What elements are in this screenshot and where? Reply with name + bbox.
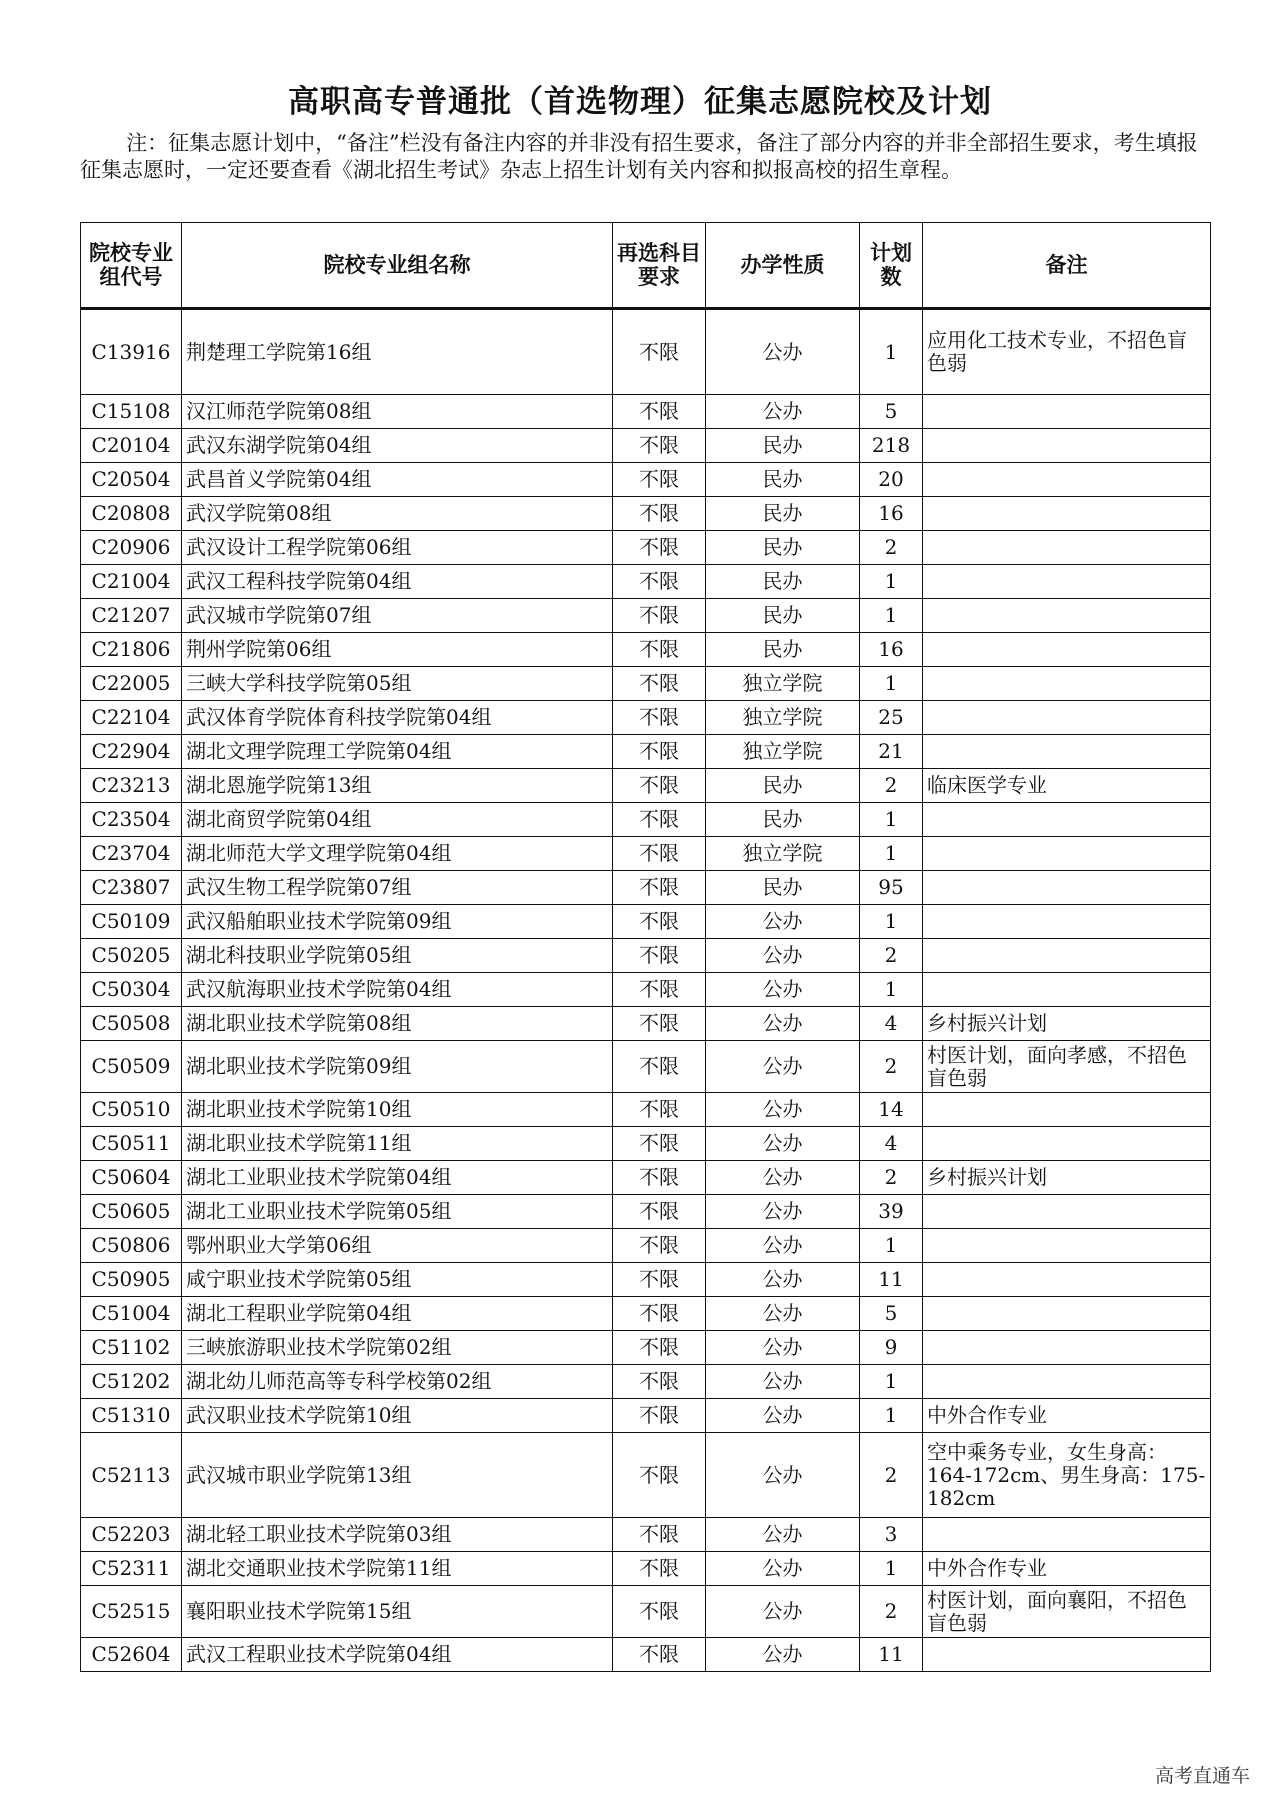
table-row [81,939,1211,973]
cell-code: C50509 [81,1041,182,1093]
cell-remark [923,1195,1211,1229]
cell-code: C50510 [81,1093,182,1127]
table-row [81,973,1211,1007]
cell-plan: 9 [860,1331,923,1365]
cell-nature: 公办 [706,1161,860,1195]
cell-plan: 4 [860,1007,923,1041]
cell-name: 湖北师范大学文理学院第04组 [182,837,613,871]
cell-nature: 民办 [706,429,860,463]
cell-code: C50304 [81,973,182,1007]
note-paragraph: 注：征集志愿计划中，“备注”栏没有备注内容的并非没有招生要求，备注了部分内容的并非全部招生要求，考生填报征集志愿时，一定还要查看《湖北招生考试》杂志上招生计划有关内容和拟报高校的招生章程。 [80,131,1198,182]
cell-name: 武汉体育学院体育科技学院第04组 [182,701,613,735]
cell-plan: 2 [860,1586,923,1638]
cell-name: 武汉船舶职业技术学院第09组 [182,905,613,939]
cell-nature: 公办 [706,1399,860,1433]
header-remark: 备注 [923,223,1211,309]
cell-code: C51202 [81,1365,182,1399]
cell-remark [923,973,1211,1007]
cell-code: C51310 [81,1399,182,1433]
cell-remark [923,463,1211,497]
cell-remark [923,837,1211,871]
cell-requirement: 不限 [613,1638,706,1672]
cell-remark [923,803,1211,837]
table-row [81,667,1211,701]
cell-code: C21207 [81,599,182,633]
cell-remark [923,939,1211,973]
cell-requirement: 不限 [613,1127,706,1161]
cell-plan: 1 [860,1229,923,1263]
cell-requirement: 不限 [613,1229,706,1263]
table-row [81,1041,1211,1093]
cell-code: C22005 [81,667,182,701]
cell-code: C23807 [81,871,182,905]
table-row [81,905,1211,939]
cell-plan: 218 [860,429,923,463]
cell-requirement: 不限 [613,309,706,395]
cell-requirement: 不限 [613,1518,706,1552]
footer-watermark: 高考直通车 [1154,1765,1250,1787]
table-row [81,1195,1211,1229]
cell-requirement: 不限 [613,905,706,939]
cell-nature: 公办 [706,1297,860,1331]
cell-name: 武汉城市学院第07组 [182,599,613,633]
table-row [81,1297,1211,1331]
table-row [81,1433,1211,1518]
cell-requirement: 不限 [613,395,706,429]
cell-requirement: 不限 [613,1007,706,1041]
cell-requirement: 不限 [613,1399,706,1433]
cell-nature: 民办 [706,803,860,837]
cell-nature: 公办 [706,1041,860,1093]
table-row [81,871,1211,905]
cell-code: C20808 [81,497,182,531]
table-row [81,1331,1211,1365]
cell-plan: 95 [860,871,923,905]
cell-code: C22904 [81,735,182,769]
cell-requirement: 不限 [613,701,706,735]
table-row [81,1518,1211,1552]
cell-plan: 11 [860,1263,923,1297]
table-row [81,429,1211,463]
cell-plan: 39 [860,1195,923,1229]
cell-nature: 公办 [706,905,860,939]
cell-plan: 1 [860,837,923,871]
cell-requirement: 不限 [613,1195,706,1229]
table-row [81,1586,1211,1638]
cell-requirement: 不限 [613,1297,706,1331]
cell-remark [923,667,1211,701]
cell-remark [923,1331,1211,1365]
header-plan: 计划数 [860,223,923,309]
plan-table [80,222,1211,1672]
cell-code: C23504 [81,803,182,837]
cell-remark: 应用化工技术专业，不招色盲色弱 [923,309,1211,395]
cell-plan: 2 [860,1041,923,1093]
cell-requirement: 不限 [613,803,706,837]
cell-remark: 中外合作专业 [923,1399,1211,1433]
cell-plan: 1 [860,599,923,633]
cell-plan: 20 [860,463,923,497]
table-row [81,735,1211,769]
cell-plan: 4 [860,1127,923,1161]
cell-plan: 14 [860,1093,923,1127]
table-row [81,1552,1211,1586]
cell-code: C52604 [81,1638,182,1672]
table-body [81,309,1211,1672]
cell-remark [923,633,1211,667]
cell-remark [923,497,1211,531]
cell-plan: 1 [860,667,923,701]
cell-requirement: 不限 [613,1041,706,1093]
cell-code: C50205 [81,939,182,973]
cell-nature: 公办 [706,1195,860,1229]
cell-nature: 独立学院 [706,735,860,769]
cell-remark: 空中乘务专业，女生身高：164-172cm、男生身高：175-182cm [923,1433,1211,1518]
cell-remark [923,871,1211,905]
cell-nature: 公办 [706,309,860,395]
cell-name: 湖北恩施学院第13组 [182,769,613,803]
table-row [81,531,1211,565]
cell-remark [923,1263,1211,1297]
cell-nature: 公办 [706,1365,860,1399]
cell-nature: 公办 [706,1552,860,1586]
cell-requirement: 不限 [613,1331,706,1365]
cell-requirement: 不限 [613,1433,706,1518]
table-row [81,1161,1211,1195]
cell-remark [923,429,1211,463]
cell-name: 咸宁职业技术学院第05组 [182,1263,613,1297]
cell-remark [923,1127,1211,1161]
cell-remark: 临床医学专业 [923,769,1211,803]
cell-code: C50806 [81,1229,182,1263]
cell-remark [923,565,1211,599]
cell-plan: 16 [860,497,923,531]
cell-plan: 1 [860,1399,923,1433]
cell-requirement: 不限 [613,837,706,871]
cell-name: 湖北职业技术学院第08组 [182,1007,613,1041]
table-row [81,1638,1211,1672]
table-row [81,463,1211,497]
cell-name: 湖北幼儿师范高等专科学校第02组 [182,1365,613,1399]
cell-nature: 独立学院 [706,701,860,735]
cell-code: C21004 [81,565,182,599]
table-row [81,309,1211,395]
cell-plan: 3 [860,1518,923,1552]
cell-nature: 民办 [706,633,860,667]
cell-requirement: 不限 [613,1552,706,1586]
table-row [81,1127,1211,1161]
cell-code: C50604 [81,1161,182,1195]
cell-nature: 民办 [706,565,860,599]
cell-plan: 2 [860,769,923,803]
cell-requirement: 不限 [613,1093,706,1127]
table-row [81,395,1211,429]
cell-name: 湖北轻工职业技术学院第03组 [182,1518,613,1552]
table-row [81,769,1211,803]
cell-name: 湖北工业职业技术学院第05组 [182,1195,613,1229]
cell-code: C23704 [81,837,182,871]
cell-remark [923,599,1211,633]
cell-nature: 民办 [706,871,860,905]
cell-code: C20906 [81,531,182,565]
cell-plan: 1 [860,309,923,395]
cell-code: C51102 [81,1331,182,1365]
cell-plan: 1 [860,803,923,837]
cell-nature: 公办 [706,1093,860,1127]
cell-name: 湖北工业职业技术学院第04组 [182,1161,613,1195]
cell-requirement: 不限 [613,565,706,599]
cell-code: C50605 [81,1195,182,1229]
cell-code: C52515 [81,1586,182,1638]
cell-requirement: 不限 [613,871,706,905]
cell-remark [923,1093,1211,1127]
cell-remark [923,735,1211,769]
cell-code: C20504 [81,463,182,497]
cell-nature: 公办 [706,1586,860,1638]
cell-name: 襄阳职业技术学院第15组 [182,1586,613,1638]
cell-nature: 公办 [706,1638,860,1672]
cell-nature: 公办 [706,395,860,429]
cell-plan: 1 [860,565,923,599]
cell-remark [923,1229,1211,1263]
table-row [81,1365,1211,1399]
cell-code: C50508 [81,1007,182,1041]
cell-nature: 民办 [706,599,860,633]
cell-nature: 民办 [706,497,860,531]
cell-nature: 公办 [706,1007,860,1041]
header-requirement: 再选科目要求 [613,223,706,309]
cell-plan: 1 [860,1552,923,1586]
cell-requirement: 不限 [613,429,706,463]
table-row [81,701,1211,735]
cell-remark [923,701,1211,735]
cell-plan: 1 [860,905,923,939]
cell-remark [923,1297,1211,1331]
cell-name: 武汉东湖学院第04组 [182,429,613,463]
cell-requirement: 不限 [613,1586,706,1638]
cell-remark [923,1518,1211,1552]
cell-plan: 1 [860,1365,923,1399]
cell-code: C50905 [81,1263,182,1297]
cell-plan: 16 [860,633,923,667]
cell-code: C52113 [81,1433,182,1518]
cell-name: 武汉设计工程学院第06组 [182,531,613,565]
cell-name: 湖北职业技术学院第10组 [182,1093,613,1127]
cell-requirement: 不限 [613,1161,706,1195]
header-name: 院校专业组名称 [182,223,613,309]
cell-name: 三峡旅游职业技术学院第02组 [182,1331,613,1365]
cell-plan: 2 [860,1161,923,1195]
cell-remark [923,531,1211,565]
table-row [81,565,1211,599]
cell-remark [923,1365,1211,1399]
cell-name: 武汉学院第08组 [182,497,613,531]
cell-requirement: 不限 [613,633,706,667]
cell-name: 鄂州职业大学第06组 [182,1229,613,1263]
cell-nature: 公办 [706,1263,860,1297]
cell-plan: 5 [860,1297,923,1331]
cell-code: C21806 [81,633,182,667]
cell-nature: 公办 [706,973,860,1007]
table-row [81,633,1211,667]
page-title: 高职高专普通批（首选物理）征集志愿院校及计划 [288,84,992,120]
cell-code: C20104 [81,429,182,463]
cell-plan: 2 [860,1433,923,1518]
cell-requirement: 不限 [613,531,706,565]
cell-name: 湖北商贸学院第04组 [182,803,613,837]
cell-code: C23213 [81,769,182,803]
cell-code: C50511 [81,1127,182,1161]
cell-nature: 公办 [706,1518,860,1552]
table-header-row [81,223,1211,309]
cell-requirement: 不限 [613,939,706,973]
cell-nature: 公办 [706,1229,860,1263]
cell-nature: 民办 [706,463,860,497]
cell-name: 武昌首义学院第04组 [182,463,613,497]
cell-requirement: 不限 [613,769,706,803]
cell-plan: 25 [860,701,923,735]
cell-nature: 独立学院 [706,667,860,701]
cell-name: 荆楚理工学院第16组 [182,309,613,395]
cell-remark [923,1638,1211,1672]
cell-name: 湖北科技职业学院第05组 [182,939,613,973]
cell-name: 湖北职业技术学院第11组 [182,1127,613,1161]
table-row [81,1229,1211,1263]
cell-name: 三峡大学科技学院第05组 [182,667,613,701]
cell-name: 湖北交通职业技术学院第11组 [182,1552,613,1586]
cell-name: 武汉工程科技学院第04组 [182,565,613,599]
cell-name: 荆州学院第06组 [182,633,613,667]
cell-remark: 村医计划，面向襄阳，不招色盲色弱 [923,1586,1211,1638]
table-row [81,1263,1211,1297]
cell-nature: 公办 [706,1331,860,1365]
cell-nature: 民办 [706,531,860,565]
cell-name: 汉江师范学院第08组 [182,395,613,429]
table-row [81,599,1211,633]
cell-plan: 1 [860,973,923,1007]
table-row [81,1093,1211,1127]
header-code: 院校专业组代号 [81,223,182,309]
table-row [81,1399,1211,1433]
cell-remark: 中外合作专业 [923,1552,1211,1586]
cell-remark: 乡村振兴计划 [923,1007,1211,1041]
table-row [81,497,1211,531]
table-row [81,1007,1211,1041]
cell-name: 武汉生物工程学院第07组 [182,871,613,905]
cell-code: C51004 [81,1297,182,1331]
cell-requirement: 不限 [613,497,706,531]
cell-name: 湖北职业技术学院第09组 [182,1041,613,1093]
cell-name: 湖北文理学院理工学院第04组 [182,735,613,769]
cell-name: 武汉城市职业学院第13组 [182,1433,613,1518]
cell-remark [923,395,1211,429]
cell-code: C13916 [81,309,182,395]
cell-nature: 独立学院 [706,837,860,871]
cell-remark [923,905,1211,939]
cell-requirement: 不限 [613,973,706,1007]
header-nature: 办学性质 [706,223,860,309]
cell-code: C15108 [81,395,182,429]
cell-code: C52203 [81,1518,182,1552]
cell-plan: 11 [860,1638,923,1672]
cell-remark: 乡村振兴计划 [923,1161,1211,1195]
cell-requirement: 不限 [613,1365,706,1399]
cell-code: C52311 [81,1552,182,1586]
cell-code: C22104 [81,701,182,735]
cell-remark: 村医计划，面向孝感，不招色盲色弱 [923,1041,1211,1093]
cell-name: 武汉工程职业技术学院第04组 [182,1638,613,1672]
cell-name: 湖北工程职业学院第04组 [182,1297,613,1331]
cell-plan: 5 [860,395,923,429]
cell-plan: 2 [860,531,923,565]
cell-plan: 21 [860,735,923,769]
cell-name: 武汉航海职业技术学院第04组 [182,973,613,1007]
cell-requirement: 不限 [613,463,706,497]
cell-requirement: 不限 [613,1263,706,1297]
cell-plan: 2 [860,939,923,973]
table-row [81,837,1211,871]
cell-nature: 公办 [706,1433,860,1518]
cell-code: C50109 [81,905,182,939]
cell-requirement: 不限 [613,735,706,769]
cell-nature: 民办 [706,769,860,803]
cell-nature: 公办 [706,1127,860,1161]
cell-nature: 公办 [706,939,860,973]
cell-requirement: 不限 [613,667,706,701]
cell-name: 武汉职业技术学院第10组 [182,1399,613,1433]
cell-requirement: 不限 [613,599,706,633]
table-row [81,803,1211,837]
